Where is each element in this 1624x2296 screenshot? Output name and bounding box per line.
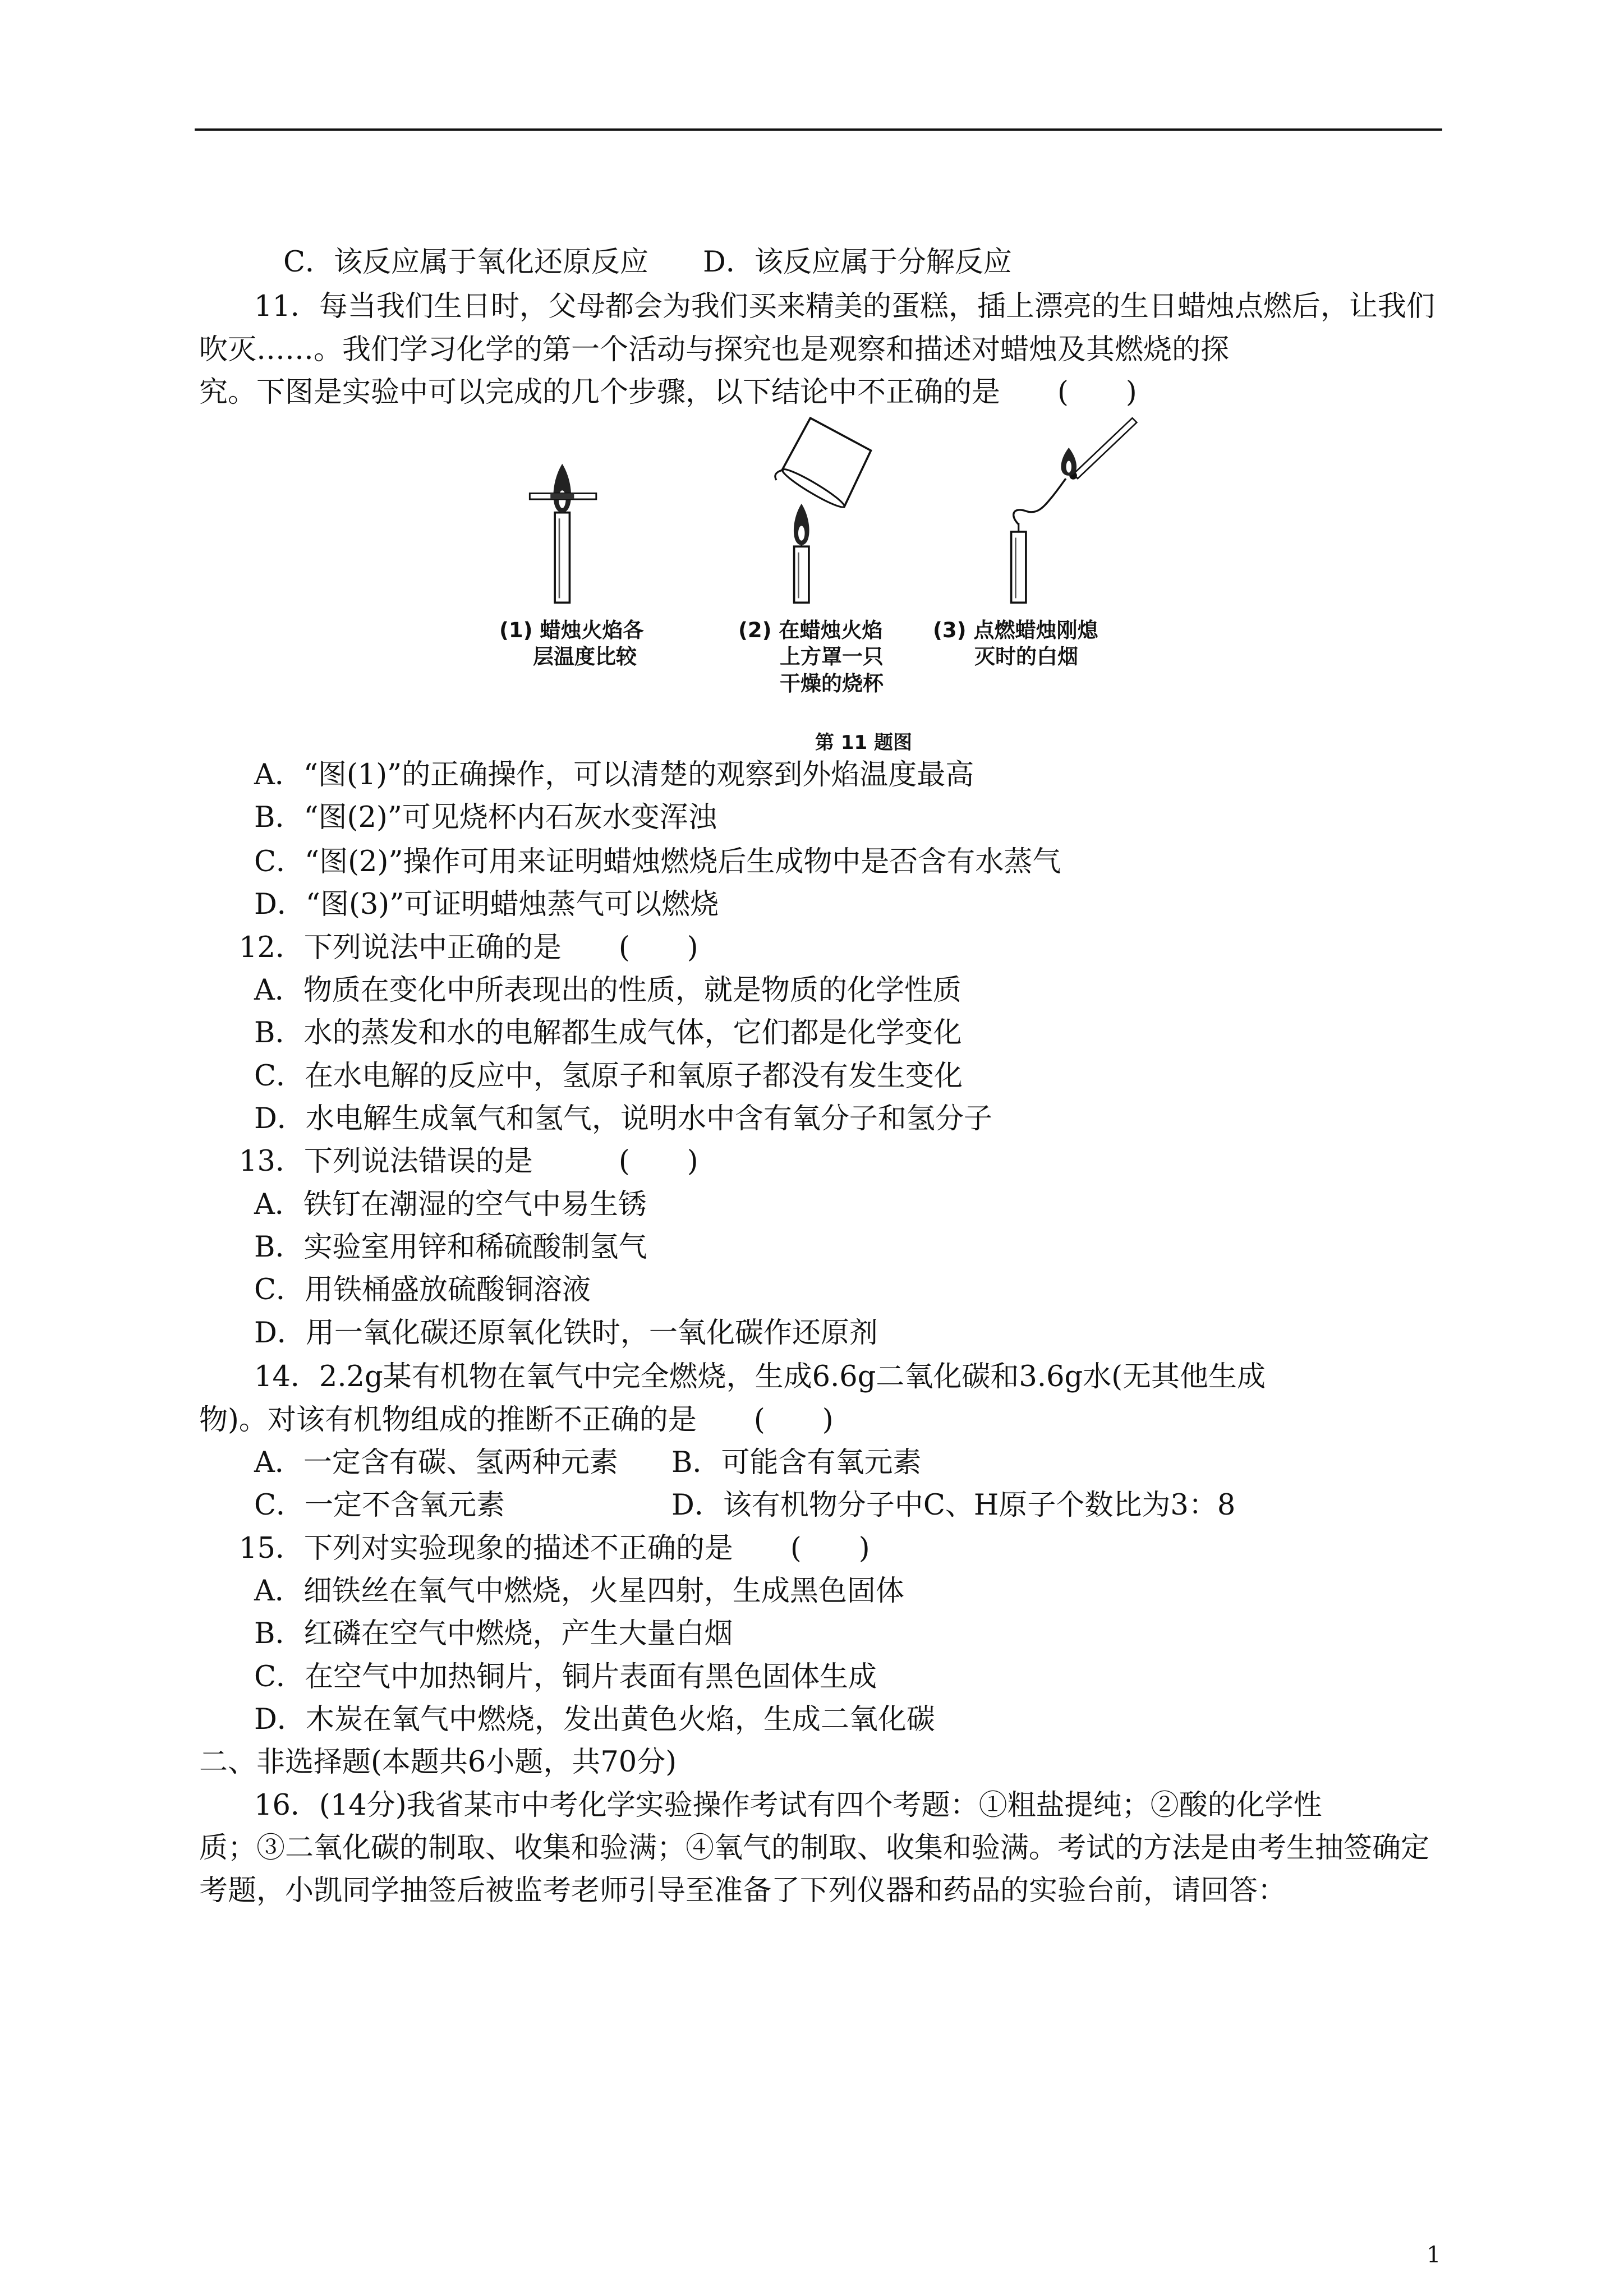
section-2-heading: 二、非选择题(本题共6小题，共70分) — [199, 1746, 677, 1779]
candle-1-setup — [530, 464, 596, 602]
q15-option-b: B．红磷在空气中燃烧，产生大量白烟 — [254, 1617, 733, 1650]
q12-option-d: D．水电解生成氧气和氢气，说明水中含有氧分子和氢分子 — [254, 1102, 992, 1135]
white-smoke-trail — [1014, 478, 1066, 524]
q11-option-a: A．“图(1)”的正确操作，可以清楚的观察到外焰温度最高 — [254, 758, 974, 792]
q14-option-a: A．一定含有碳、氢两种元素 — [254, 1446, 618, 1479]
q16-stem-line-1: 16．(14分)我省某市中考化学实验操作考试有四个考题：①粗盐提纯；②酸的化学性 — [254, 1789, 1322, 1822]
candle-2-flame-core — [798, 526, 805, 540]
figure-caption: 第 11 题图 — [815, 731, 912, 754]
q11-option-c: C．“图(2)”操作可用来证明蜡烛燃烧后生成物中是否含有水蒸气 — [254, 845, 1061, 878]
candle-2-setup — [775, 418, 871, 602]
q12-option-a: A．物质在变化中所表现出的性质，就是物质的化学性质 — [254, 974, 961, 1007]
q14-option-b: B．可能含有氧元素 — [671, 1446, 922, 1479]
q13-option-c: C．用铁桶盛放硫酸铜溶液 — [254, 1273, 591, 1306]
q15-option-d: D．木炭在氧气中燃烧，发出黄色火焰，生成二氧化碳 — [254, 1703, 935, 1736]
q13-option-d: D．用一氧化碳还原氧化铁时，一氧化碳作还原剂 — [254, 1317, 878, 1350]
q11-stem-line-1: 11．每当我们生日时，父母都会为我们买来精美的蛋糕，插上漂亮的生日蜡烛点燃后，让我们 — [254, 290, 1435, 323]
q13-option-b: B．实验室用锌和稀硫酸制氢气 — [254, 1231, 647, 1264]
match-stick — [1073, 418, 1137, 478]
header-rule — [195, 128, 1442, 131]
candle-3-setup — [1011, 418, 1137, 602]
q11-stem-line-3: 究。下图是实验中可以完成的几个步骤，以下结论中不正确的是 ( ) — [199, 376, 1137, 409]
figure-panel-3-label-line-2: 灭时的白烟 — [974, 645, 1078, 669]
q14-stem-line-1: 14．2.2g某有机物在氧气中完全燃烧，生成6.6g二氧化碳和3.6g水(无其他生成 — [254, 1360, 1266, 1393]
figure-panel-1-label-line-1: (1) 蜡烛火焰各 — [499, 618, 644, 642]
q13-option-a: A．铁钉在潮湿的空气中易生锈 — [254, 1188, 647, 1221]
q13-stem: 13．下列说法错误的是 ( ) — [239, 1145, 698, 1178]
q16-stem-line-2: 质；③二氧化碳的制取、收集和验满；④氧气的制取、收集和验满。考试的方法是由考生抽签确定 — [199, 1832, 1430, 1865]
figure-panel-2-label-line-1: (2) 在蜡烛火焰 — [738, 618, 883, 642]
page-number: 1 — [1427, 2242, 1441, 2268]
figure-panel-1-label-line-2: 层温度比较 — [533, 645, 637, 669]
candle-1-body — [555, 513, 569, 603]
q11-option-b: B．“图(2)”可见烧杯内石灰水变浑浊 — [254, 801, 717, 834]
candle-2-body — [794, 546, 809, 602]
q11-figure — [487, 406, 1166, 620]
q10-option-d: D．该反应属于分解反应 — [703, 246, 1012, 279]
q12-stem: 12．下列说法中正确的是 ( ) — [239, 931, 698, 964]
q15-stem: 15．下列对实验现象的描述不正确的是 ( ) — [239, 1532, 870, 1565]
q16-stem-line-3: 考题，小凯同学抽签后被监考老师引导至准备了下列仪器和药品的实验台前，请回答： — [199, 1874, 1287, 1907]
figure-panel-3-label-line-1: (3) 点燃蜡烛刚熄 — [933, 618, 1098, 642]
q15-option-c: C．在空气中加热铜片，铜片表面有黑色固体生成 — [254, 1660, 877, 1694]
q12-option-c: C．在水电解的反应中，氢原子和氧原子都没有发生变化 — [254, 1060, 963, 1093]
candle-3-body — [1011, 532, 1026, 602]
q12-option-b: B．水的蒸发和水的电解都生成气体，它们都是化学变化 — [254, 1016, 962, 1050]
q11-option-d: D．“图(3)”可证明蜡烛蒸气可以燃烧 — [254, 888, 719, 921]
figure-panel-2-label-line-3: 干燥的烧杯 — [780, 671, 884, 696]
q11-stem-line-2: 吹灭……。我们学习化学的第一个活动与探究也是观察和描述对蜡烛及其燃烧的探 — [199, 333, 1230, 366]
figure-panel-2-label-line-2: 上方罩一只 — [780, 645, 884, 669]
candle-1-matchstick-charred — [550, 493, 574, 499]
q14-stem-line-2: 物)。对该有机物组成的推断不正确的是 ( ) — [199, 1404, 834, 1437]
q15-option-a: A．细铁丝在氧气中燃烧，火星四射，生成黑色固体 — [254, 1575, 904, 1608]
q10-option-c: C．该反应属于氧化还原反应 — [283, 246, 649, 279]
match-flame-core — [1066, 461, 1071, 473]
q14-option-d: D．该有机物分子中C、H原子个数比为3：8 — [671, 1489, 1236, 1522]
q14-option-c: C．一定不含氧元素 — [254, 1489, 505, 1522]
